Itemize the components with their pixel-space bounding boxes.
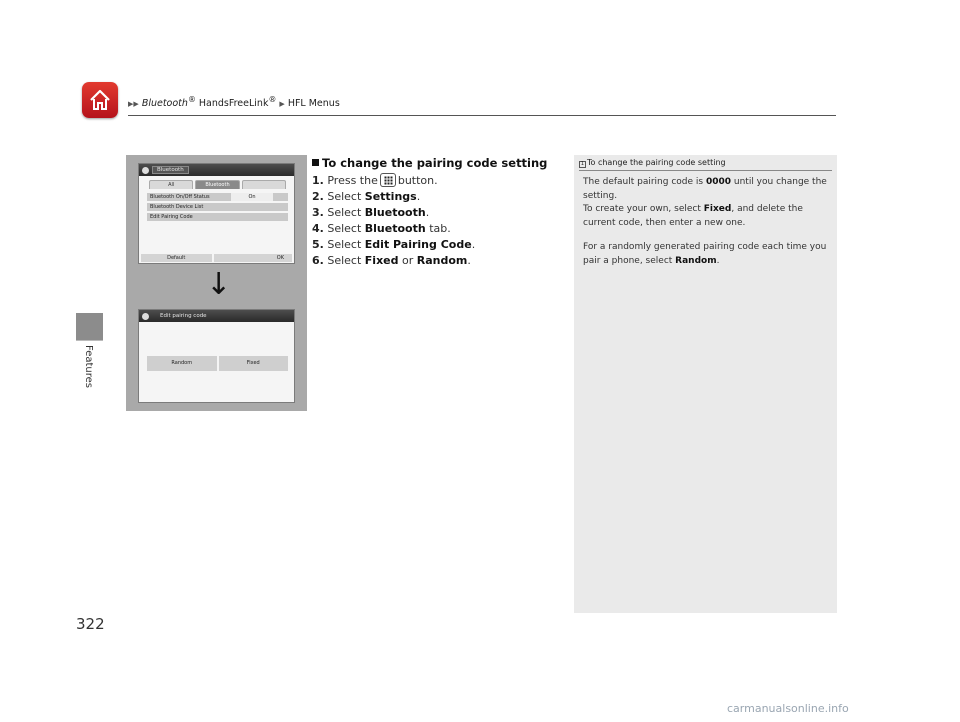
menu-item-onoff-status [147, 193, 288, 201]
procedure [312, 156, 562, 269]
fixed-button: Fixed [219, 356, 289, 371]
menu-item-edit-pairing-code [147, 213, 288, 221]
screen-title-bar [139, 164, 294, 176]
note-paragraph [583, 176, 831, 230]
step-1 [312, 173, 562, 189]
step-number: 6. [312, 254, 324, 267]
tab-all: All [149, 180, 193, 189]
note-text: , and delete the current code, then enter a new one. [583, 204, 803, 228]
step-number: 5. [312, 238, 324, 251]
step-6 [312, 253, 562, 269]
note-body [583, 176, 831, 279]
note-text: For a randomly generated pairing code each time you pair a phone, select [583, 242, 827, 266]
note-title [579, 158, 726, 168]
back-icon [142, 167, 149, 174]
page-number: 322 [76, 615, 105, 633]
procedure-heading [312, 156, 562, 170]
step-text: . [471, 238, 476, 251]
note-keyword: 0000 [705, 177, 732, 187]
step-3 [312, 205, 562, 221]
edit-pairing-code-screen [138, 309, 295, 403]
step-text: . [467, 254, 471, 267]
screenshot-illustration [126, 155, 307, 411]
note-icon: 1 [580, 161, 585, 167]
section-tab-divider [76, 340, 103, 341]
note-keyword: Fixed [703, 204, 732, 214]
step-keyword: Fixed [364, 254, 399, 267]
tab-bluetooth: Bluetooth [195, 180, 239, 189]
step-text: button. [397, 174, 438, 187]
step-4 [312, 221, 562, 237]
note-text: The default pairing code is [583, 177, 706, 187]
menu-item-value: On [231, 193, 273, 201]
screen-footer [139, 253, 294, 263]
breadcrumb [128, 95, 340, 109]
step-text: tab. [425, 222, 451, 235]
registered-mark: ® [187, 95, 196, 104]
step-2 [312, 189, 562, 205]
settings-menu [147, 193, 288, 223]
arrow-down-icon: ↓ [206, 267, 232, 302]
screen-tabs [149, 180, 286, 189]
note-divider [579, 170, 832, 171]
step-text: Select [327, 190, 365, 203]
section-label-text: Features [83, 345, 94, 388]
step-text: Select [327, 206, 365, 219]
step-5 [312, 237, 562, 253]
menu-item-label: Bluetooth Device List [150, 204, 204, 210]
note-paragraph [583, 241, 831, 268]
step-number: 2. [312, 190, 324, 203]
default-button: Default [141, 254, 212, 262]
menu-button-icon [380, 173, 396, 187]
step-keyword: Random [416, 254, 468, 267]
breadcrumb-hfl-menus[interactable]: HFL Menus [287, 98, 340, 110]
square-bullet-icon [312, 159, 319, 166]
step-text: Select [327, 238, 365, 251]
note-text: until you change the setting. [583, 177, 827, 201]
registered-mark: ® [268, 95, 277, 104]
procedure-heading-text: To change the pairing code setting [322, 156, 548, 170]
header-divider [128, 115, 836, 116]
home-button[interactable] [82, 82, 118, 118]
screen-title-bar [139, 310, 294, 322]
step-text: . [416, 190, 421, 203]
screen-title: Edit pairing code [160, 313, 207, 319]
ok-button: OK [214, 254, 293, 262]
pairing-choice-row [147, 356, 288, 371]
menu-item-label: Bluetooth On/Off Status [150, 194, 210, 200]
step-keyword: Bluetooth [364, 206, 426, 219]
tab-blank [242, 180, 286, 189]
bluetooth-settings-screen [138, 163, 295, 264]
note-text: . [716, 255, 720, 266]
breadcrumb-handsfreelink[interactable]: HandsFreeLink [195, 98, 269, 110]
step-text: . [425, 206, 430, 219]
home-icon [88, 88, 112, 112]
screen-title: Bluetooth [152, 166, 189, 174]
breadcrumb-bluetooth[interactable]: Bluetooth [141, 98, 188, 110]
step-text: Select [327, 254, 365, 267]
watermark: carmanualsonline.info [727, 702, 849, 715]
step-number: 4. [312, 222, 324, 235]
section-label [82, 345, 96, 405]
step-text: or [398, 254, 417, 267]
note-text: To create your own, select [583, 204, 704, 214]
section-tab-marker [76, 313, 103, 340]
menu-item-label: Edit Pairing Code [150, 214, 193, 220]
menu-item-device-list [147, 203, 288, 211]
note-title-text[interactable]: To change the pairing code setting [587, 158, 726, 167]
note-box [574, 155, 837, 613]
step-keyword: Settings [364, 190, 417, 203]
note-keyword: Random [675, 255, 717, 266]
step-text: Select [327, 222, 365, 235]
step-keyword: Bluetooth [364, 222, 426, 235]
random-button: Random [147, 356, 217, 371]
breadcrumb-arrow-icon: ▶▶ [128, 100, 139, 109]
breadcrumb-arrow-icon: ▶ [279, 100, 285, 109]
step-number: 3. [312, 206, 324, 219]
step-number: 1. [312, 174, 324, 187]
step-text: Press the [327, 174, 378, 187]
step-keyword: Edit Pairing Code [364, 238, 472, 251]
back-icon [142, 313, 149, 320]
